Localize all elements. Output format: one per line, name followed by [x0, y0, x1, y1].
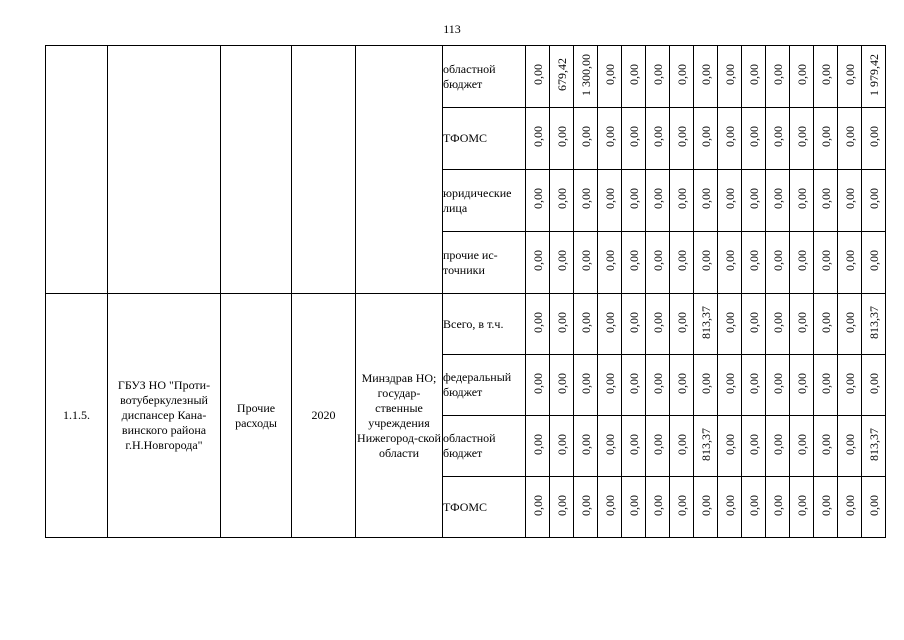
- amount-value: 0,00: [770, 433, 785, 455]
- amount-cell: [526, 46, 550, 108]
- amount-cell: [574, 416, 598, 477]
- amount-cell: [838, 108, 862, 170]
- amount-cell: [670, 477, 694, 538]
- amount-value: 0,00: [578, 494, 593, 516]
- amount-cell: [694, 46, 718, 108]
- amount-cell: [862, 477, 886, 538]
- amount-cell: [694, 416, 718, 477]
- amount-value: 0,00: [674, 188, 689, 209]
- amount-value: 0,00: [746, 64, 761, 85]
- expense-type-cell: [221, 46, 292, 294]
- amount-value: 0,00: [794, 64, 809, 85]
- amount-cell: [742, 477, 766, 538]
- amount-cell: [766, 294, 790, 355]
- funding-source: юридические лица: [443, 170, 526, 232]
- amount-value: 0,00: [722, 311, 737, 333]
- item-executor: Минздрав НО; государ-ственные учреждения Нижегород-ской области: [356, 294, 443, 538]
- amount-cell: [862, 355, 886, 416]
- amount-cell: [598, 108, 622, 170]
- amount-cell: [574, 108, 598, 170]
- amount-value: 0,00: [746, 372, 761, 394]
- amount-value: 0,00: [866, 494, 881, 516]
- amount-value: 0,00: [626, 311, 641, 333]
- amount-cell: [862, 170, 886, 232]
- amount-value: 0,00: [698, 188, 713, 209]
- amount-value: 0,00: [650, 433, 665, 455]
- amount-value: 0,00: [530, 64, 545, 85]
- amount-cell: [550, 232, 574, 294]
- amount-cell: [526, 355, 550, 416]
- amount-value: 0,00: [842, 433, 857, 455]
- amount-cell: [838, 46, 862, 108]
- amount-value: 0,00: [650, 372, 665, 394]
- funding-source: ТФОМС: [443, 108, 526, 170]
- amount-cell: [766, 108, 790, 170]
- amount-cell: [790, 232, 814, 294]
- amount-cell: [526, 170, 550, 232]
- amount-cell: [862, 416, 886, 477]
- amount-value: 0,00: [626, 188, 641, 209]
- amount-value: 0,00: [794, 126, 809, 147]
- amount-cell: [694, 355, 718, 416]
- amount-cell: [622, 46, 646, 108]
- amount-value: 0,00: [698, 494, 713, 516]
- amount-value: 0,00: [530, 250, 545, 271]
- amount-cell: [550, 477, 574, 538]
- amount-value: 0,00: [602, 188, 617, 209]
- amount-value: 0,00: [626, 372, 641, 394]
- amount-value: 0,00: [698, 372, 713, 394]
- amount-value: 0,00: [794, 311, 809, 333]
- amount-cell: [646, 232, 670, 294]
- amount-value: 0,00: [530, 494, 545, 516]
- amount-value: 0,00: [818, 126, 833, 147]
- amount-value: 0,00: [722, 433, 737, 455]
- amount-value: 0,00: [746, 494, 761, 516]
- amount-cell: [670, 108, 694, 170]
- table-row: [46, 46, 886, 108]
- amount-cell: [742, 46, 766, 108]
- amount-cell: [838, 477, 862, 538]
- amount-cell: [718, 108, 742, 170]
- amount-value: 0,00: [842, 64, 857, 85]
- amount-value: 0,00: [626, 433, 641, 455]
- amount-value: 0,00: [650, 311, 665, 333]
- amount-cell: [742, 232, 766, 294]
- funding-source: федеральный бюджет: [443, 355, 526, 416]
- year-cell: [292, 46, 356, 294]
- amount-cell: [670, 416, 694, 477]
- amount-cell: [646, 477, 670, 538]
- amount-value: 679,42: [554, 58, 569, 91]
- amount-cell: [670, 170, 694, 232]
- amount-value: 0,00: [650, 188, 665, 209]
- amount-cell: [718, 294, 742, 355]
- amount-cell: [814, 170, 838, 232]
- executor-cell: [356, 46, 443, 294]
- item-year: 2020: [292, 294, 356, 538]
- amount-value: 0,00: [626, 64, 641, 85]
- amount-cell: [646, 170, 670, 232]
- amount-value: 0,00: [818, 64, 833, 85]
- amount-cell: [526, 294, 550, 355]
- amount-value: 0,00: [530, 433, 545, 455]
- amount-cell: [526, 477, 550, 538]
- amount-value: 0,00: [722, 126, 737, 147]
- amount-cell: [814, 477, 838, 538]
- funding-source: прочие ис-точники: [443, 232, 526, 294]
- amount-value: 0,00: [842, 250, 857, 271]
- amount-value: 0,00: [818, 250, 833, 271]
- amount-cell: [622, 294, 646, 355]
- amount-value: 0,00: [674, 433, 689, 455]
- item-number-cell: [46, 46, 108, 294]
- amount-cell: [814, 294, 838, 355]
- amount-cell: [694, 108, 718, 170]
- amount-cell: [598, 416, 622, 477]
- amount-value: 0,00: [602, 433, 617, 455]
- amount-cell: [814, 46, 838, 108]
- amount-value: 0,00: [530, 126, 545, 147]
- amount-value: 0,00: [794, 250, 809, 271]
- amount-value: 0,00: [698, 250, 713, 271]
- amount-cell: [574, 170, 598, 232]
- amount-cell: [646, 416, 670, 477]
- amount-cell: [646, 46, 670, 108]
- amount-cell: [718, 232, 742, 294]
- amount-value: 0,00: [650, 494, 665, 516]
- amount-cell: [838, 170, 862, 232]
- amount-cell: [862, 46, 886, 108]
- amount-value: 0,00: [554, 433, 569, 455]
- amount-value: 1 300,00: [578, 53, 593, 96]
- amount-cell: [550, 416, 574, 477]
- amount-value: 0,00: [818, 494, 833, 516]
- amount-cell: [526, 416, 550, 477]
- amount-value: 0,00: [530, 311, 545, 333]
- amount-cell: [838, 232, 862, 294]
- amount-cell: [550, 170, 574, 232]
- page-number: 113: [443, 22, 461, 36]
- amount-cell: [622, 170, 646, 232]
- amount-cell: [718, 355, 742, 416]
- amount-value: 0,00: [818, 188, 833, 209]
- amount-value: 0,00: [602, 250, 617, 271]
- amount-value: 0,00: [866, 126, 881, 147]
- amount-value: 0,00: [578, 433, 593, 455]
- amount-value: 0,00: [554, 372, 569, 394]
- amount-value: 0,00: [866, 250, 881, 271]
- amount-value: 0,00: [866, 372, 881, 394]
- funding-source: Всего, в т.ч.: [443, 294, 526, 355]
- amount-cell: [766, 355, 790, 416]
- amount-value: 1 979,42: [866, 53, 881, 96]
- amount-cell: [670, 232, 694, 294]
- amount-cell: [766, 416, 790, 477]
- amount-cell: [862, 108, 886, 170]
- amount-value: 0,00: [770, 311, 785, 333]
- amount-cell: [862, 232, 886, 294]
- amount-value: 0,00: [794, 494, 809, 516]
- amount-cell: [622, 416, 646, 477]
- item-name: ГБУЗ НО "Проти-вотуберкулезный диспансер Кана-винского района г.Н.Новгорода": [108, 294, 221, 538]
- funding-source: областной бюджет: [443, 46, 526, 108]
- amount-value: 813,37: [698, 427, 713, 461]
- amount-value: 0,00: [746, 126, 761, 147]
- funding-table: [45, 45, 886, 538]
- amount-cell: [598, 232, 622, 294]
- amount-value: 0,00: [842, 188, 857, 209]
- amount-cell: [598, 477, 622, 538]
- amount-cell: [622, 232, 646, 294]
- amount-cell: [550, 108, 574, 170]
- amount-value: 0,00: [674, 494, 689, 516]
- amount-cell: [766, 232, 790, 294]
- amount-cell: [838, 294, 862, 355]
- amount-cell: [694, 232, 718, 294]
- amount-value: 0,00: [842, 372, 857, 394]
- amount-cell: [622, 108, 646, 170]
- amount-cell: [814, 416, 838, 477]
- amount-cell: [670, 294, 694, 355]
- amount-value: 0,00: [746, 250, 761, 271]
- amount-value: 0,00: [794, 433, 809, 455]
- amount-cell: [574, 355, 598, 416]
- amount-value: 0,00: [554, 311, 569, 333]
- amount-value: 0,00: [602, 64, 617, 85]
- amount-value: 0,00: [650, 64, 665, 85]
- amount-cell: [550, 355, 574, 416]
- amount-value: 0,00: [818, 433, 833, 455]
- amount-value: 0,00: [722, 372, 737, 394]
- amount-cell: [790, 170, 814, 232]
- amount-value: 0,00: [674, 64, 689, 85]
- amount-cell: [790, 294, 814, 355]
- amount-value: 0,00: [554, 126, 569, 147]
- amount-cell: [742, 355, 766, 416]
- amount-cell: [790, 477, 814, 538]
- amount-cell: [574, 477, 598, 538]
- amount-value: 0,00: [626, 250, 641, 271]
- table-row: [46, 294, 886, 355]
- amount-value: 0,00: [866, 188, 881, 209]
- amount-cell: [646, 294, 670, 355]
- amount-cell: [526, 108, 550, 170]
- amount-cell: [742, 416, 766, 477]
- amount-value: 0,00: [842, 311, 857, 333]
- amount-cell: [862, 294, 886, 355]
- amount-value: 0,00: [770, 372, 785, 394]
- amount-value: 0,00: [530, 372, 545, 394]
- amount-cell: [622, 477, 646, 538]
- amount-value: 0,00: [794, 188, 809, 209]
- amount-cell: [550, 46, 574, 108]
- amount-value: 0,00: [554, 188, 569, 209]
- amount-cell: [694, 294, 718, 355]
- amount-cell: [574, 294, 598, 355]
- amount-cell: [790, 416, 814, 477]
- amount-cell: [574, 46, 598, 108]
- amount-cell: [694, 477, 718, 538]
- amount-cell: [790, 355, 814, 416]
- amount-cell: [670, 46, 694, 108]
- amount-value: 0,00: [842, 494, 857, 516]
- amount-cell: [766, 46, 790, 108]
- amount-value: 0,00: [602, 494, 617, 516]
- item-name-cell: [108, 46, 221, 294]
- amount-cell: [718, 46, 742, 108]
- amount-value: 0,00: [746, 311, 761, 333]
- amount-cell: [742, 294, 766, 355]
- amount-value: 0,00: [530, 188, 545, 209]
- amount-cell: [766, 477, 790, 538]
- funding-source: ТФОМС: [443, 477, 526, 538]
- amount-value: 0,00: [578, 311, 593, 333]
- amount-cell: [814, 232, 838, 294]
- amount-value: 0,00: [578, 372, 593, 394]
- amount-cell: [670, 355, 694, 416]
- item-number: 1.1.5.: [46, 294, 108, 538]
- amount-value: 0,00: [770, 250, 785, 271]
- amount-cell: [622, 355, 646, 416]
- funding-source: областной бюджет: [443, 416, 526, 477]
- amount-cell: [598, 355, 622, 416]
- amount-value: 0,00: [722, 64, 737, 85]
- amount-value: 0,00: [602, 372, 617, 394]
- amount-value: 0,00: [626, 126, 641, 147]
- amount-cell: [814, 355, 838, 416]
- amount-cell: [598, 294, 622, 355]
- amount-value: 0,00: [650, 126, 665, 147]
- amount-cell: [574, 232, 598, 294]
- amount-value: 0,00: [746, 188, 761, 209]
- amount-value: 0,00: [554, 494, 569, 516]
- amount-value: 0,00: [746, 433, 761, 455]
- amount-value: 0,00: [698, 64, 713, 85]
- amount-value: 0,00: [770, 126, 785, 147]
- amount-value: 0,00: [578, 250, 593, 271]
- amount-cell: [598, 46, 622, 108]
- amount-value: 0,00: [794, 372, 809, 394]
- amount-value: 0,00: [602, 126, 617, 147]
- amount-cell: [646, 355, 670, 416]
- amount-cell: [790, 46, 814, 108]
- amount-cell: [550, 294, 574, 355]
- amount-cell: [742, 108, 766, 170]
- amount-value: 0,00: [842, 126, 857, 147]
- amount-value: 0,00: [650, 250, 665, 271]
- amount-cell: [790, 108, 814, 170]
- amount-cell: [766, 170, 790, 232]
- expense-type: Прочие расходы: [221, 294, 292, 538]
- amount-value: 0,00: [770, 494, 785, 516]
- amount-value: 0,00: [770, 64, 785, 85]
- amount-value: 0,00: [818, 372, 833, 394]
- amount-value: 0,00: [626, 494, 641, 516]
- amount-cell: [718, 416, 742, 477]
- amount-value: 813,37: [698, 305, 713, 339]
- amount-cell: [718, 170, 742, 232]
- amount-value: 0,00: [770, 188, 785, 209]
- amount-value: 0,00: [674, 126, 689, 147]
- amount-value: 0,00: [722, 494, 737, 516]
- amount-cell: [646, 108, 670, 170]
- amount-cell: [838, 416, 862, 477]
- amount-value: 0,00: [818, 311, 833, 333]
- amount-cell: [694, 170, 718, 232]
- amount-cell: [838, 355, 862, 416]
- amount-value: 0,00: [674, 372, 689, 394]
- amount-cell: [742, 170, 766, 232]
- amount-value: 813,37: [866, 427, 881, 461]
- amount-value: 813,37: [866, 305, 881, 339]
- amount-value: 0,00: [698, 126, 713, 147]
- amount-value: 0,00: [578, 126, 593, 147]
- amount-cell: [598, 170, 622, 232]
- amount-value: 0,00: [554, 250, 569, 271]
- amount-value: 0,00: [674, 311, 689, 333]
- amount-value: 0,00: [674, 250, 689, 271]
- amount-value: 0,00: [722, 188, 737, 209]
- amount-cell: [814, 108, 838, 170]
- amount-value: 0,00: [602, 311, 617, 333]
- amount-value: 0,00: [578, 188, 593, 209]
- amount-cell: [718, 477, 742, 538]
- amount-cell: [526, 232, 550, 294]
- amount-value: 0,00: [722, 250, 737, 271]
